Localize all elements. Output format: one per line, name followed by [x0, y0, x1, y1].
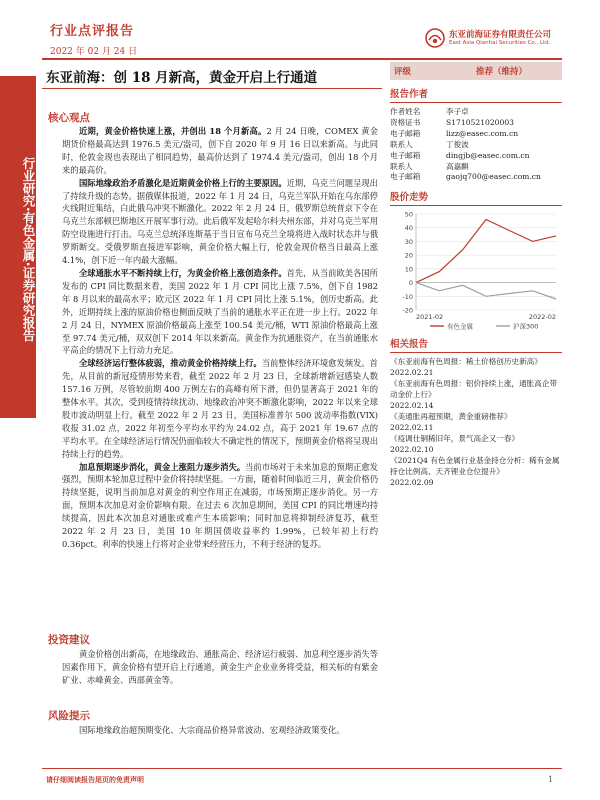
- right-column: [390, 62, 562, 488]
- author-field-label: 资格证书: [390, 117, 421, 127]
- core-body: [62, 125, 378, 551]
- risk-heading: 风险提示: [48, 710, 90, 722]
- related-report-date: 2022.02.10: [390, 445, 434, 455]
- chart-y-tick-label: -20: [402, 306, 413, 315]
- sidebar-category: [0, 76, 36, 418]
- para-body: 当前市场对于未来加息的预期正愈发强烈，预期本轮加息过程中金价将持续坚挺。一方面，随着时间临近三月，黄金价格仍持续坚挺，说明当前加息对黄金的利空作用正在减弱，市场预期正逐步消化。另一方面，预期本次加息对金价影响有限。在过去 6 次加息期间，美国 CPI 的同比增速均持续提高，因此本次加息对通胀或难产生本质影响；同时加息将抑制经济复苏，截至 2022 年 2 月 23 日，美国 10 年期国债收益率约 1.99%，已较年初上行约 0.36pct。利率的快速上行将对企业带来经营压力，不利于经济的复苏。: [62, 461, 378, 549]
- footer-divider: [42, 768, 562, 769]
- author-field-label: 电子邮箱: [390, 150, 421, 160]
- core-heading: 核心观点: [48, 112, 90, 124]
- related-report-date: 2022.02.21: [390, 368, 434, 378]
- invest-body: [62, 648, 378, 687]
- invest-heading: 投资建议: [48, 634, 90, 646]
- logo-name-cn: 东亚前海证券有限责任公司: [449, 30, 552, 40]
- chart-series-line: [416, 220, 556, 283]
- chart-y-tick-label: 30: [404, 238, 413, 247]
- authors-heading: 报告作者: [390, 86, 562, 103]
- author-row: [390, 118, 562, 129]
- para-lead: 全球通胀水平不断持续上行，为黄金价格上涨创造条件。: [79, 267, 287, 278]
- core-paragraph-2: [62, 177, 378, 267]
- related-report-title[interactable]: 《美通胀再超预期，黄金重磅推荐》: [390, 412, 512, 422]
- author-field-label: 电子邮箱: [390, 172, 421, 182]
- related-report-title[interactable]: 《东亚前海有色周报：稀土价格创历史新高》: [390, 357, 542, 367]
- author-row: [390, 151, 562, 162]
- risk-text: 国际地缘政治超预期变化、大宗商品价格异常波动、宏观经济政策变化。: [79, 725, 345, 735]
- stock-chart-heading: 股价走势: [390, 189, 562, 206]
- chart-y-tick-label: 10: [404, 265, 413, 274]
- author-field-label: 电子邮箱: [390, 128, 421, 138]
- footer-disclaimer: 请仔细阅读报告尾页的免责声明: [46, 775, 144, 784]
- rating-value: 推荐（维持）: [476, 67, 528, 77]
- invest-text: 黄金价格创出新高，在地缘政治、通胀高企、经济运行疲弱、加息利空逐步消失等因素作用下，黄金价格有望开启上行通道，黄金生产企业业务将受益，相关标的有紫金矿业、赤峰黄金、西部黄金等。: [62, 649, 378, 685]
- para-body: 近期，乌克兰问题呈现出了持续升级的态势。据俄媒体报道，2022 年 1 月 24 日，乌克兰军队开始在乌东部停火线附近集结，白此俄乌冲突不断激化。2022 年 2 月 24 日，俄罗斯总统普京下令在乌克兰东部顿巴斯地区开展军事行动。此后俄军发起哈尔科夫州东部，并对乌克兰军用防空设施进行打击。乌克兰总统泽连斯基于当日宣布乌克兰全境将进入战时状态并与俄罗斯断交。受俄罗斯直接进军影响，黄金价格大幅上行，伦敦金现价格当日最高上涨 4.1%，创下近一年内最大涨幅。: [62, 177, 378, 266]
- author-row: [390, 140, 562, 151]
- chart-y-tick-label: -10: [402, 293, 413, 302]
- stock-chart: [390, 206, 562, 334]
- header-title: 行业点评报告: [50, 24, 135, 39]
- core-paragraph-1: [62, 125, 378, 177]
- chart-y-tick-label: 50: [404, 210, 413, 219]
- author-field-value[interactable]: lizz@easec.com.cn: [446, 128, 519, 138]
- chart-legend-label: 有色金属: [447, 322, 473, 331]
- related-report-title[interactable]: 《疫调仕铜稀旧年，景气高企又一春》: [390, 434, 520, 444]
- related-report-title[interactable]: 《2021Q4 有色金属行业基金持仓分析：稀有金属持仓比例高、天齐锂业仓位提升》: [390, 456, 560, 477]
- para-body: 当前整体经济环境愈发频发。首先，从目前的新冠疫情形势来看，截至 2022 年 2 月 23 日，全球新增新冠感染人数 157.16 万例，尽管较前期 400 万例左右的高峰有所下滑，但仍显著高于 2021 年的整体水平。其次，受到疫情持续扰动、地缘政治冲突不断激化影响，2022 年以来全球股市波动明显上行。截至 2022 年 2 月 23 日，美国标准普尔 500 波动率指数(VIX)收报 31.02 点，2022 年初至今平均水平约为 24.02 点，高于 2021 年 19.67 点的平均水平。在全球经济运行情况仍面临较大不确定性的情况下，预期黄金价格将呈现出持续上行的趋势。: [62, 358, 378, 459]
- para-lead: 国际地缘政治矛盾激化是近期黄金价格上行的主要原因。: [79, 177, 287, 188]
- author-field-value: 丁俊波: [446, 139, 469, 149]
- para-body: 2 月 24 日晚，COMEX 黄金期货价格最高达到 1976.5 美元/盎司，创下自 2020 年 9 月 16 日以来新高。与此同时，伦敦金现也表现出了相同趋势，最高价达到了 1974.4 美元/盎司，创出 18 个月来的最高价。: [62, 126, 379, 175]
- logo-mark-icon: [425, 28, 445, 48]
- author-field-value: 李子卓: [446, 107, 469, 116]
- company-logo: [425, 26, 555, 52]
- core-paragraph-3: [62, 267, 378, 357]
- chart-legend-label: 沪深300: [513, 322, 539, 331]
- core-paragraph-5: [62, 461, 378, 551]
- author-row: [390, 162, 562, 173]
- rating-label: 评级: [394, 67, 412, 77]
- para-lead: 近期，黄金价格快速上涨，并创出 18 个月新高。: [79, 126, 267, 136]
- report-title: 东亚前海：创 18 月新高，黄金开启上行通道: [46, 70, 318, 86]
- related-list: [390, 356, 562, 488]
- page-number: 1: [548, 775, 554, 784]
- chart-x-tick-label: 2022-02: [528, 313, 556, 322]
- authors-list: [390, 107, 562, 183]
- author-field-value: S1710521020003: [446, 117, 515, 127]
- chart-y-tick-label: 20: [404, 251, 413, 260]
- chart-y-tick-label: 40: [404, 224, 413, 233]
- author-row: [390, 129, 562, 140]
- header-divider: [42, 58, 562, 60]
- logo-name-en: East Asia Qianhai Securities Co., Ltd.: [449, 40, 551, 46]
- author-row: [390, 107, 562, 118]
- author-field-value[interactable]: gaojq700@easec.com.cn: [446, 172, 541, 182]
- rating-bar: [390, 62, 562, 80]
- author-field-label: 联系人: [390, 139, 413, 149]
- related-report-date: 2022.02.14: [390, 401, 434, 411]
- related-report-title[interactable]: 《东亚前海有色周报：铝价持续上涨，通胀高企带动金价上行》: [390, 379, 558, 400]
- author-field-value: 高嘉麒: [446, 161, 469, 171]
- author-field-value[interactable]: dingjb@easec.com.cn: [446, 150, 530, 160]
- sidebar-category-text: 行业研究·有色金属·证券研究报告: [21, 156, 36, 342]
- title-divider: [42, 88, 382, 89]
- risk-body: [62, 724, 378, 737]
- chart-x-tick-label: 2021-02: [416, 313, 444, 322]
- related-report-date: 2022.02.11: [390, 423, 434, 433]
- para-body: 首先，从当前欧美各国所发布的 CPI 同比数据来看，美国 2022 年 1 月 CPI 同比上涨 7.5%，创下自 1982 年 8 月以来的最高水平；欧元区 2022 年 1 月 CPI 同比上涨 5.1%，创历史新高。此外，近期持续上涨的原油价格也侧面反映了当前的通胀水平正在进一步上行。2022 年 2 月 24 日，NYMEX 原油价格最高上涨至 100.54 美元/桶，WTI 原油价格最高上涨至 97.74 美元/桶，双双创下 2014 年以来新高。黄金作为抗通胀资产，在当前通胀水平高企的情况下上行动力充足。: [62, 267, 378, 356]
- para-lead: 加息预期逐步消化，黄金上涨阻力逐步消失。: [79, 461, 246, 472]
- core-paragraph-4: [62, 357, 378, 460]
- author-field-label: 联系人: [390, 161, 413, 171]
- header-date: 2022 年 02 月 24 日: [50, 47, 138, 57]
- author-field-label: 作者姓名: [390, 107, 421, 116]
- related-heading: 相关报告: [390, 336, 562, 353]
- author-row: [390, 172, 562, 183]
- related-report-date: 2022.02.09: [390, 478, 434, 488]
- para-lead: 全球经济运行整体疲弱，推动黄金价格持续上行。: [79, 358, 262, 369]
- stock-chart-svg: [390, 206, 562, 334]
- chart-y-tick-label: 0: [408, 279, 413, 288]
